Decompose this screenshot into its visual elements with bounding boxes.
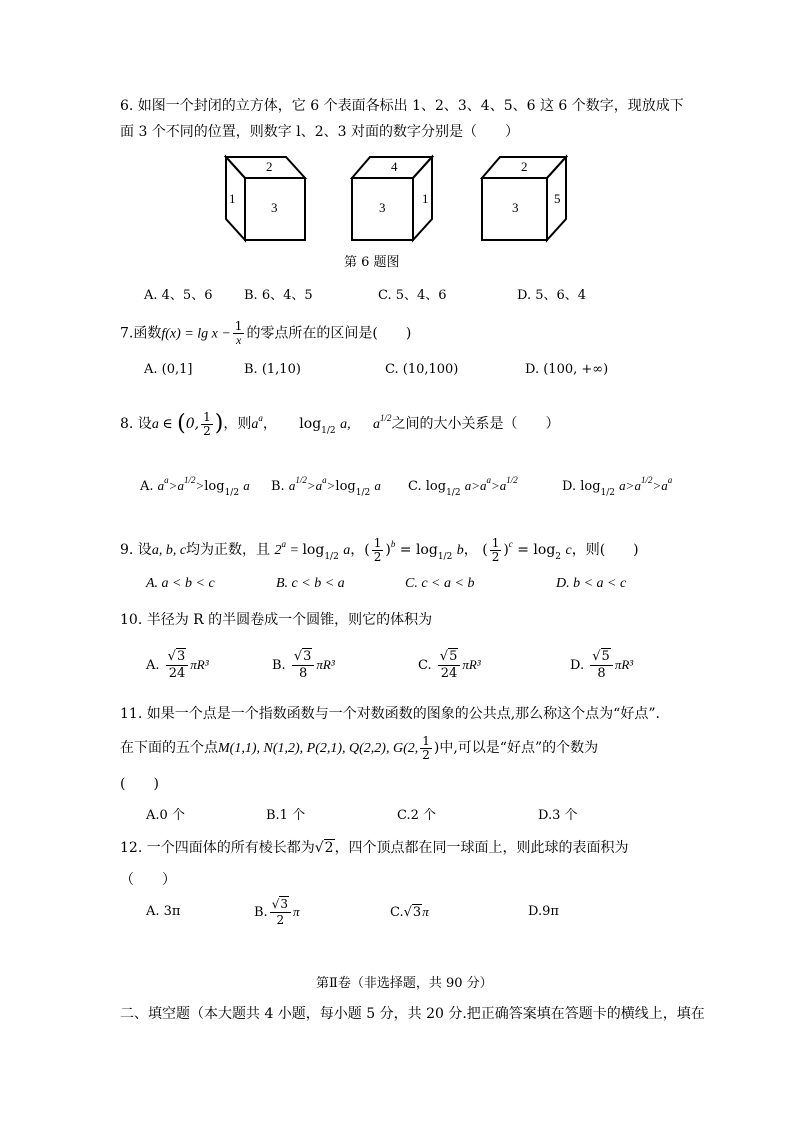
q8-set: a ∈	[151, 417, 173, 432]
q12-opt-c-label: C.	[390, 905, 404, 920]
q11-option-d[interactable]: D.3 个	[538, 808, 578, 823]
cube-3-side: 5	[554, 191, 561, 206]
q10-option-a[interactable]: A. $\frac{√3}{24}$ πR³	[146, 649, 209, 681]
q11-line2: 在下面的五个点M(1,1), N(1,2), P(2,1), Q(2,2), G(2, $\frac{1}{2}$ )中,可以是“好点”的个数为	[120, 733, 599, 762]
q6-option-d[interactable]: D. 5、6、4	[517, 288, 587, 303]
cube-2-side: 1	[422, 191, 429, 206]
q9-option-c[interactable]: C. c < a < b	[405, 576, 475, 591]
q10-c-tail: πR³	[462, 657, 481, 672]
q6-option-b[interactable]: B. 6、4、5	[244, 288, 313, 303]
q10-c-den: 24	[440, 666, 458, 681]
q8-opt-d-label: D.	[562, 479, 577, 494]
q12-paren: （ ）	[120, 872, 176, 888]
q9-text2: ，则( )	[571, 542, 639, 558]
cube-2-front: 3	[379, 200, 386, 215]
q6-line1: 6. 如图一个封闭的立方体，它 6 个表面各标出 1、2、3、4、5、6 这 6 个数字，现放成下	[120, 98, 684, 114]
q8-power-term: $a^{1/2}$	[373, 413, 392, 432]
q8-opt-b-label: B.	[271, 479, 285, 494]
q10-a-tail: πR³	[190, 657, 209, 672]
section2-instruction: 二、填空题（本大题共 4 小题，每小题 5 分，共 20 分.把正确答案填在答题卡的横线上，填在	[120, 1006, 705, 1022]
cube-3-top: 2	[521, 159, 528, 174]
q8-option-b[interactable]: B. $a^{1/2}>a^a>\log_{1/2}$ a	[271, 475, 381, 498]
q11-paren: ( )	[120, 776, 159, 792]
q8-option-a[interactable]: A. $a^a>a^{1/2}>\log_{1/2}$ a	[140, 475, 250, 498]
q11-line2-prefix: 在下面的五个点	[120, 740, 218, 756]
q11-line2-suffix: )中,可以是“好点”的个数为	[433, 740, 599, 756]
q7-stem	[120, 320, 411, 348]
cube-1-side: 1	[229, 191, 236, 206]
q11-option-c[interactable]: C.2 个	[397, 808, 437, 823]
q10-stem: 10. 半径为 R 的半圆卷成一个圆锥，则它的体积为	[120, 612, 433, 628]
q7-frac-num: 1	[234, 319, 243, 333]
q8-aa: a	[251, 417, 259, 432]
q7-prefix: 7.函数	[120, 325, 162, 342]
cube-2-top: 4	[391, 159, 398, 174]
q10-b-root: 3	[303, 649, 312, 664]
q8-stem: 8. 设a ∈ (0, $\frac{1}{2}$ )，则$a^a$， $\log_{1/2} a$, $a^{1/2}$之间的大小关系是（ ）	[120, 409, 560, 438]
q6-option-c[interactable]: C. 5、4、6	[378, 288, 447, 303]
q8-option-c[interactable]: C. $\log_{1/2} a>a^a>a^{1/2}$	[408, 475, 518, 498]
q10-option-b[interactable]: B. $\frac{√3}{8}$ πR³	[272, 649, 335, 681]
q10-a-root: 3	[176, 649, 186, 664]
q8-opt-c-label: C.	[408, 479, 422, 494]
q8-option-d[interactable]: D. $\log_{1/2} a>a^{1/2}>a^a$	[562, 475, 673, 498]
q8-opt-a-label: A.	[140, 479, 154, 494]
q12-option-c[interactable]: C.√3π	[390, 904, 429, 920]
q7-suffix: 的零点所在的区间是( )	[246, 325, 412, 342]
q7-fraction	[233, 320, 245, 347]
q10-option-c[interactable]: C. $\frac{√5}{24}$ πR³	[418, 649, 481, 681]
q7-frac-den: x	[235, 333, 242, 347]
q9-vars: a, b, c	[151, 543, 187, 558]
q11-line1: 11. 如果一个点是一个指数函数与一个对数函数的图象的公共点,那么称这个点为“好点”.	[120, 706, 660, 722]
q10-d-label: D.	[570, 658, 585, 673]
q12-option-b[interactable]: B. $\frac{√3}{2}$ π	[254, 897, 300, 927]
q7-option-c[interactable]: C. (10,100)	[385, 362, 459, 377]
q7-option-a[interactable]: A. (0,1]	[144, 362, 193, 377]
q10-b-label: B.	[272, 658, 286, 673]
q6-line2: 面 3 个不同的位置，则数字 l、2、3 对面的数字分别是（ ）	[120, 124, 519, 140]
q6-option-a[interactable]: A. 4、5、6	[144, 288, 213, 303]
cube-1-top: 2	[266, 159, 273, 174]
q10-a-den: 24	[168, 666, 186, 681]
q11-option-a[interactable]: A.0 个	[146, 808, 185, 823]
q11-option-b[interactable]: B.1 个	[266, 808, 306, 823]
q10-d-root: 5	[601, 649, 610, 664]
q6-caption: 第 6 题图	[344, 255, 400, 270]
q10-option-d[interactable]: D. $\frac{√5}{8}$ πR³	[570, 649, 634, 681]
q9-text1: 均为正数，且	[186, 542, 271, 558]
q8-then: ，则	[223, 416, 252, 432]
q9-option-b[interactable]: B. c < b < a	[276, 576, 345, 591]
q8-prefix: 8. 设	[120, 416, 152, 432]
q10-c-root: 5	[449, 649, 458, 664]
q12-opt-b-label: B.	[254, 905, 268, 920]
q12-option-a[interactable]: A. 3π	[146, 904, 181, 919]
q10-b-den: 8	[298, 666, 308, 681]
q8-log-label: log	[299, 416, 322, 432]
q9-stem: 9. 设a, b, c均为正数，且 $2^a = \log_{1/2} a$，( $\frac{1}{2}$ )$^b = \log_{1/2} b$， ( $\frac{1}{2}$ )$^c = \log_2 c$，则( )	[120, 535, 639, 564]
q12-option-d[interactable]: D.9π	[528, 904, 559, 919]
cube-1-front: 3	[271, 200, 278, 215]
q11-points: M(1,1), N(1,2), P(2,1), Q(2,2), G(2,	[218, 741, 419, 756]
q9-option-d[interactable]: D. b < a < c	[556, 576, 627, 591]
q6-cube-figure	[0, 150, 794, 250]
q7-option-d[interactable]: D. (100, +∞)	[525, 362, 609, 377]
q7-function: f(x) = lg x −	[161, 326, 231, 342]
q8-mid: 之间的大小关系是（ ）	[391, 416, 560, 432]
q10-d-den: 8	[597, 666, 606, 681]
q10-a-label: A.	[146, 658, 160, 673]
q10-d-tail: πR³	[614, 657, 634, 672]
section2-title: 第Ⅱ卷（非选择题，共 90 分）	[316, 976, 493, 991]
q12-line1-b: ，四个顶点都在同一球面上，则此球的表面积为	[334, 840, 629, 856]
q8-log-term: $\log_{1/2} a$,	[299, 416, 351, 436]
q10-c-label: C.	[418, 658, 432, 673]
cube-3-front: 3	[512, 200, 519, 215]
q12-line1-a: 12. 一个四面体的所有棱长都为	[120, 840, 315, 856]
q9-prefix: 9. 设	[120, 542, 152, 558]
q9-option-a[interactable]: A. a < b < c	[146, 576, 215, 591]
q10-b-tail: πR³	[316, 657, 335, 672]
q12-line1: 12. 一个四面体的所有棱长都为√2，四个顶点都在同一球面上，则此球的表面积为	[120, 840, 629, 856]
q8-comma: ，	[262, 416, 277, 432]
q7-option-b[interactable]: B. (1,10)	[244, 362, 301, 377]
